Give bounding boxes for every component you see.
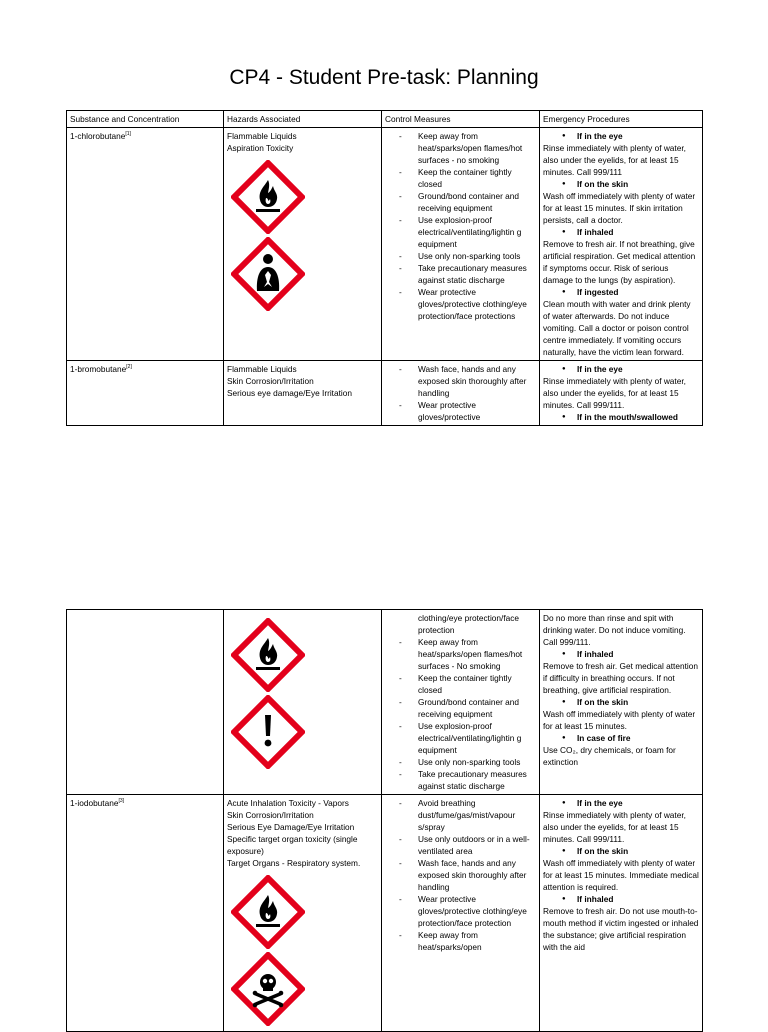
emergency-heading: ● If in the eye (543, 363, 699, 375)
control-item: - Keep away from heat/sparks/open flames/hot surfaces - No smoking (385, 636, 536, 672)
substance-cell (67, 361, 224, 426)
emergency-cell (540, 795, 703, 1032)
controls-list (385, 363, 536, 423)
controls-cell (382, 361, 540, 426)
table-row (67, 610, 703, 795)
emergency-text: Rinse immediately with plenty of water, also under the eyelids, for at least 15 minutes. Call 999/111. (543, 376, 686, 410)
header-emergency: Emergency Procedures (540, 111, 703, 128)
control-continuation: clothing/eye protection/face protection (418, 613, 520, 635)
substance-name: 1-chlorobutane (70, 131, 126, 141)
table-row (67, 795, 703, 1032)
hazard-item: Serious eye damage/Eye Irritation (227, 388, 352, 398)
controls-cell (382, 128, 540, 361)
emergency-text: Use CO₂, dry chemicals, or foam for extinction (543, 745, 676, 767)
emergency-heading: ● If on the skin (543, 178, 699, 190)
skull-crossbones-pictogram (231, 952, 305, 1026)
emergency-heading: ● If inhaled (543, 893, 699, 905)
hazard-item: Target Organs - Respiratory system. (227, 858, 361, 868)
emergency-text: Wash off immediately with plenty of water for at least 15 minutes. Immediate medical attention is required. (543, 858, 699, 892)
hazard-item: Flammable Liquids (227, 131, 297, 141)
substance-name: 1-iodobutane (70, 798, 119, 808)
flame-pictogram (231, 618, 305, 692)
pictogram-group (231, 618, 378, 772)
flame-pictogram (231, 875, 305, 949)
hazard-item: Flammable Liquids (227, 364, 297, 374)
health-hazard-pictogram (231, 237, 305, 311)
pictogram-group (231, 160, 378, 314)
emergency-text: Wash off immediately with plenty of water for at least 15 minutes. (543, 709, 696, 731)
emergency-text: Rinse immediately with plenty of water, also under the eyelids, for at least 15 minutes. Call 999/111. (543, 810, 686, 844)
reference-marker: [1] (125, 131, 131, 138)
emergency-heading: ● If in the mouth/swallowed (543, 411, 699, 423)
reference-marker: [2] (126, 364, 132, 371)
control-item: - Use explosion-proof electrical/ventilating/lightin g equipment (385, 214, 536, 250)
header-hazards: Hazards Associated (224, 111, 382, 128)
emergency-text: Rinse immediately with plenty of water, also under the eyelids, for at least 15 minutes. Call 999/111 (543, 143, 686, 177)
hazard-item: Specific target organ toxicity (single exposure) (227, 834, 358, 856)
emergency-heading: ● If inhaled (543, 226, 699, 238)
hazards-cell (224, 361, 382, 426)
hazard-item: Serious Eye Damage/Eye Irritation (227, 822, 355, 832)
hazard-item: Skin Corrosion/Irritation (227, 810, 314, 820)
control-item: - Ground/bond container and receiving equipment (385, 190, 536, 214)
emergency-heading: ● In case of fire (543, 732, 699, 744)
substance-cell (67, 795, 224, 1032)
controls-list (385, 636, 536, 792)
controls-cell (382, 610, 540, 795)
pictogram-group (231, 875, 378, 1029)
substance-cell (67, 128, 224, 361)
hazards-cell (224, 128, 382, 361)
substance-cell (67, 610, 224, 795)
control-item: - Wear protective gloves/protective (385, 399, 536, 423)
exclamation-pictogram (231, 695, 305, 769)
controls-cell (382, 795, 540, 1032)
emergency-heading: ● If on the skin (543, 696, 699, 708)
control-item: - Take precautionary measures against static discharge (385, 262, 536, 286)
control-item: - Ground/bond container and receiving equipment (385, 696, 536, 720)
control-item: - Use only outdoors or in a well-ventilated area (385, 833, 536, 857)
substance-name: 1-bromobutane (70, 364, 127, 374)
control-item: - Keep the container tightly closed (385, 166, 536, 190)
emergency-text: Wash off immediately with plenty of water for at least 15 minutes. If skin irritation persists, call a doctor. (543, 191, 696, 225)
control-item: - Avoid breathing dust/fume/gas/mist/vapour s/spray (385, 797, 536, 833)
controls-list (385, 130, 536, 322)
table-header-row (67, 111, 703, 128)
control-item: - Keep away from heat/sparks/open (385, 929, 536, 953)
emergency-heading: ● If on the skin (543, 845, 699, 857)
control-item: - Use only non-sparking tools (385, 756, 536, 768)
emergency-heading: ● If ingested (543, 286, 699, 298)
emergency-text: Clean mouth with water and drink plenty of water afterwards. Do not induce vomiting. Call a doctor or poison control centre immediately. If vomiting occurs naturally, have the victim lean forward. (543, 299, 691, 357)
hazards-cell (224, 610, 382, 795)
hazard-table-continued (66, 609, 703, 1032)
control-item: - Wear protective gloves/protective clothing/eye protection/face protection (385, 893, 536, 929)
table-row (67, 361, 703, 426)
control-item: - Use explosion-proof electrical/ventilating/lightin g equipment (385, 720, 536, 756)
control-item: - Wear protective gloves/protective clothing/eye protection/face protections (385, 286, 536, 322)
hazard-table (66, 110, 703, 426)
emergency-heading: ● If in the eye (543, 130, 699, 142)
emergency-cell (540, 361, 703, 426)
controls-list (385, 797, 536, 953)
header-controls: Control Measures (382, 111, 540, 128)
emergency-heading: ● If in the eye (543, 797, 699, 809)
hazards-cell (224, 795, 382, 1032)
control-item: - Use only non-sparking tools (385, 250, 536, 262)
emergency-cell (540, 128, 703, 361)
table-row (67, 128, 703, 361)
control-item: - Keep the container tightly closed (385, 672, 536, 696)
control-item: - Wash face, hands and any exposed skin thoroughly after handling (385, 363, 536, 399)
hazard-item: Acute Inhalation Toxicity - Vapors (227, 798, 349, 808)
header-substance: Substance and Concentration (67, 111, 224, 128)
emergency-text: Remove to fresh air. If not breathing, give artificial respiration. Get medical attention if symptoms occur. Risk of serious damage to the lungs (by aspiration). (543, 239, 696, 285)
emergency-heading: ● If inhaled (543, 648, 699, 660)
emergency-text: Remove to fresh air. Get medical attention if difficulty in breathing occurs. If not breathing, give artificial respiration. (543, 661, 698, 695)
control-item: - Wash face, hands and any exposed skin thoroughly after handling (385, 857, 536, 893)
control-item: - Take precautionary measures against static discharge (385, 768, 536, 792)
emergency-text: Do no more than rinse and spit with drinking water. Do not induce vomiting. Call 999/111. (543, 613, 686, 647)
page-title: CP4 - Student Pre-task: Planning (229, 66, 539, 89)
reference-marker: [3] (118, 798, 125, 805)
emergency-cell (540, 610, 703, 795)
emergency-text: Remove to fresh air. Do not use mouth-to-mouth method if victim ingested or inhaled the substance; give artificial respiration with the aid (543, 906, 699, 952)
hazard-item: Skin Corrosion/Irritation (227, 376, 314, 386)
hazard-item: Aspiration Toxicity (227, 143, 294, 153)
flame-pictogram (231, 160, 305, 234)
control-item: - Keep away from heat/sparks/open flames/hot surfaces - no smoking (385, 130, 536, 166)
